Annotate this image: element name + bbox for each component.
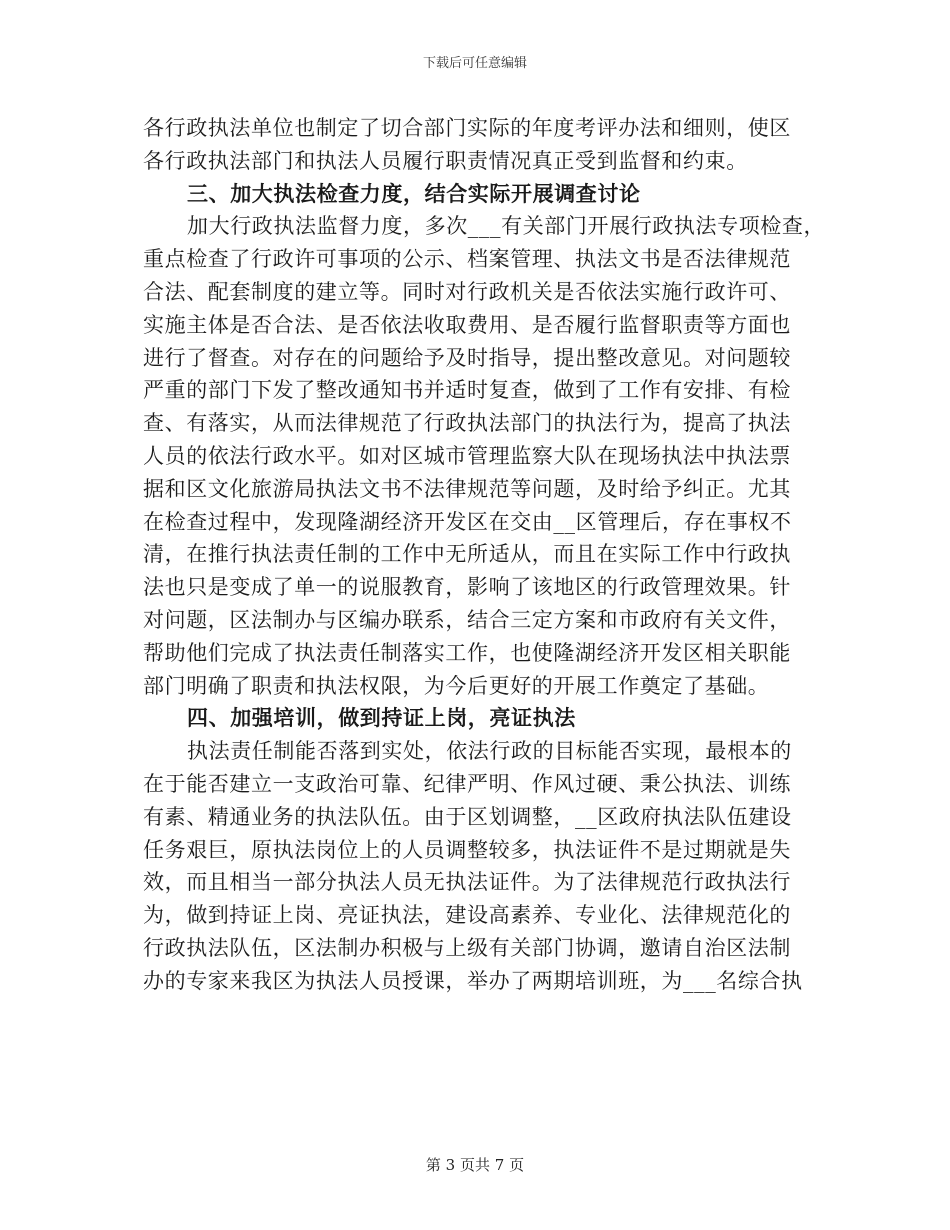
body-line: 在检查过程中，发现隆湖经济开发区在交由__区管理后，存在事权不 (143, 509, 792, 534)
page-header: 下载后可任意编辑 (422, 56, 527, 71)
body-line: 效，而且相当一部分执法人员无执法证件。为了法律规范行政执法行 (143, 870, 791, 895)
body-line: 清，在推行执法责任制的工作中无所适从，而且在实际工作中行政执 (143, 542, 791, 567)
body-line: 各行政执法单位也制定了切合部门实际的年度考评办法和细则，使区 (143, 116, 791, 140)
body-line: 部门明确了职责和执法权限，为今后更好的开展工作奠定了基础。 (143, 673, 770, 698)
body-line: 任务艰巨，原执法岗位上的人员调整较多，执法证件不是过期就是失 (143, 837, 791, 862)
body-line: 行政执法队伍，区法制办积极与上级有关部门协调，邀请自治区法制 (143, 935, 791, 960)
body-line: 对问题，区法制办与区编办联系，结合三定方案和市政府有关文件， (143, 607, 791, 632)
body-line: 严重的部门下发了整改通知书并适时复查，做到了工作有安排、有检 (143, 378, 791, 403)
section-heading-3: 三、加大执法检查力度，结合实际开展调查讨论 (187, 180, 641, 206)
body-line: 人员的依法行政水平。如对区城市管理监察大队在现场执法中执法票 (143, 443, 791, 468)
body-line: 合法、配套制度的建立等。同时对行政机关是否依法实施行政许可、 (143, 279, 791, 304)
paragraph-start: 加大行政执法监督力度，多次___有关部门开展行政执法专项检查， (187, 214, 826, 239)
body-line: 帮助他们完成了执法责任制落实工作，也使隆湖经济开发区相关职能 (143, 640, 791, 665)
document-body (143, 112, 833, 998)
body-line: 为，做到持证上岗、亮证执法，建设高素养、专业化、法律规范化的 (143, 903, 791, 928)
body-line: 实施主体是否合法、是否依法收取费用、是否履行监督职责等方面也 (143, 312, 791, 337)
body-line: 有素、精通业务的执法队伍。由于区划调整，__区政府执法队伍建设 (143, 804, 792, 829)
body-line: 据和区文化旅游局执法文书不法律规范等问题，及时给予纠正。尤其 (143, 476, 791, 501)
section-heading-4: 四、加强培训，做到持证上岗，亮证执法 (187, 705, 576, 731)
body-line: 在于能否建立一支政治可靠、纪律严明、作风过硬、秉公执法、训练 (143, 771, 791, 796)
body-line: 办的专家来我区为执法人员授课，举办了两期培训班，为___名综合执 (143, 968, 803, 993)
body-line: 法也只是变成了单一的说服教育，影响了该地区的行政管理效果。针 (143, 575, 791, 600)
body-line: 进行了督查。对存在的问题给予及时指导，提出整改意见。对问题较 (143, 345, 791, 370)
body-line: 查、有落实，从而法律规范了行政执法部门的执法行为，提高了执法 (143, 411, 791, 436)
body-line: 重点检查了行政许可事项的公示、档案管理、执法文书是否法律规范 (143, 247, 791, 272)
body-line: 各行政执法部门和执法人员履行职责情况真正受到监督和约束。 (143, 148, 748, 173)
page-footer: 第 3 页共 7 页 (425, 1156, 525, 1174)
paragraph-start: 执法责任制能否落到实处，依法行政的目标能否实现，最根本的 (187, 739, 792, 764)
